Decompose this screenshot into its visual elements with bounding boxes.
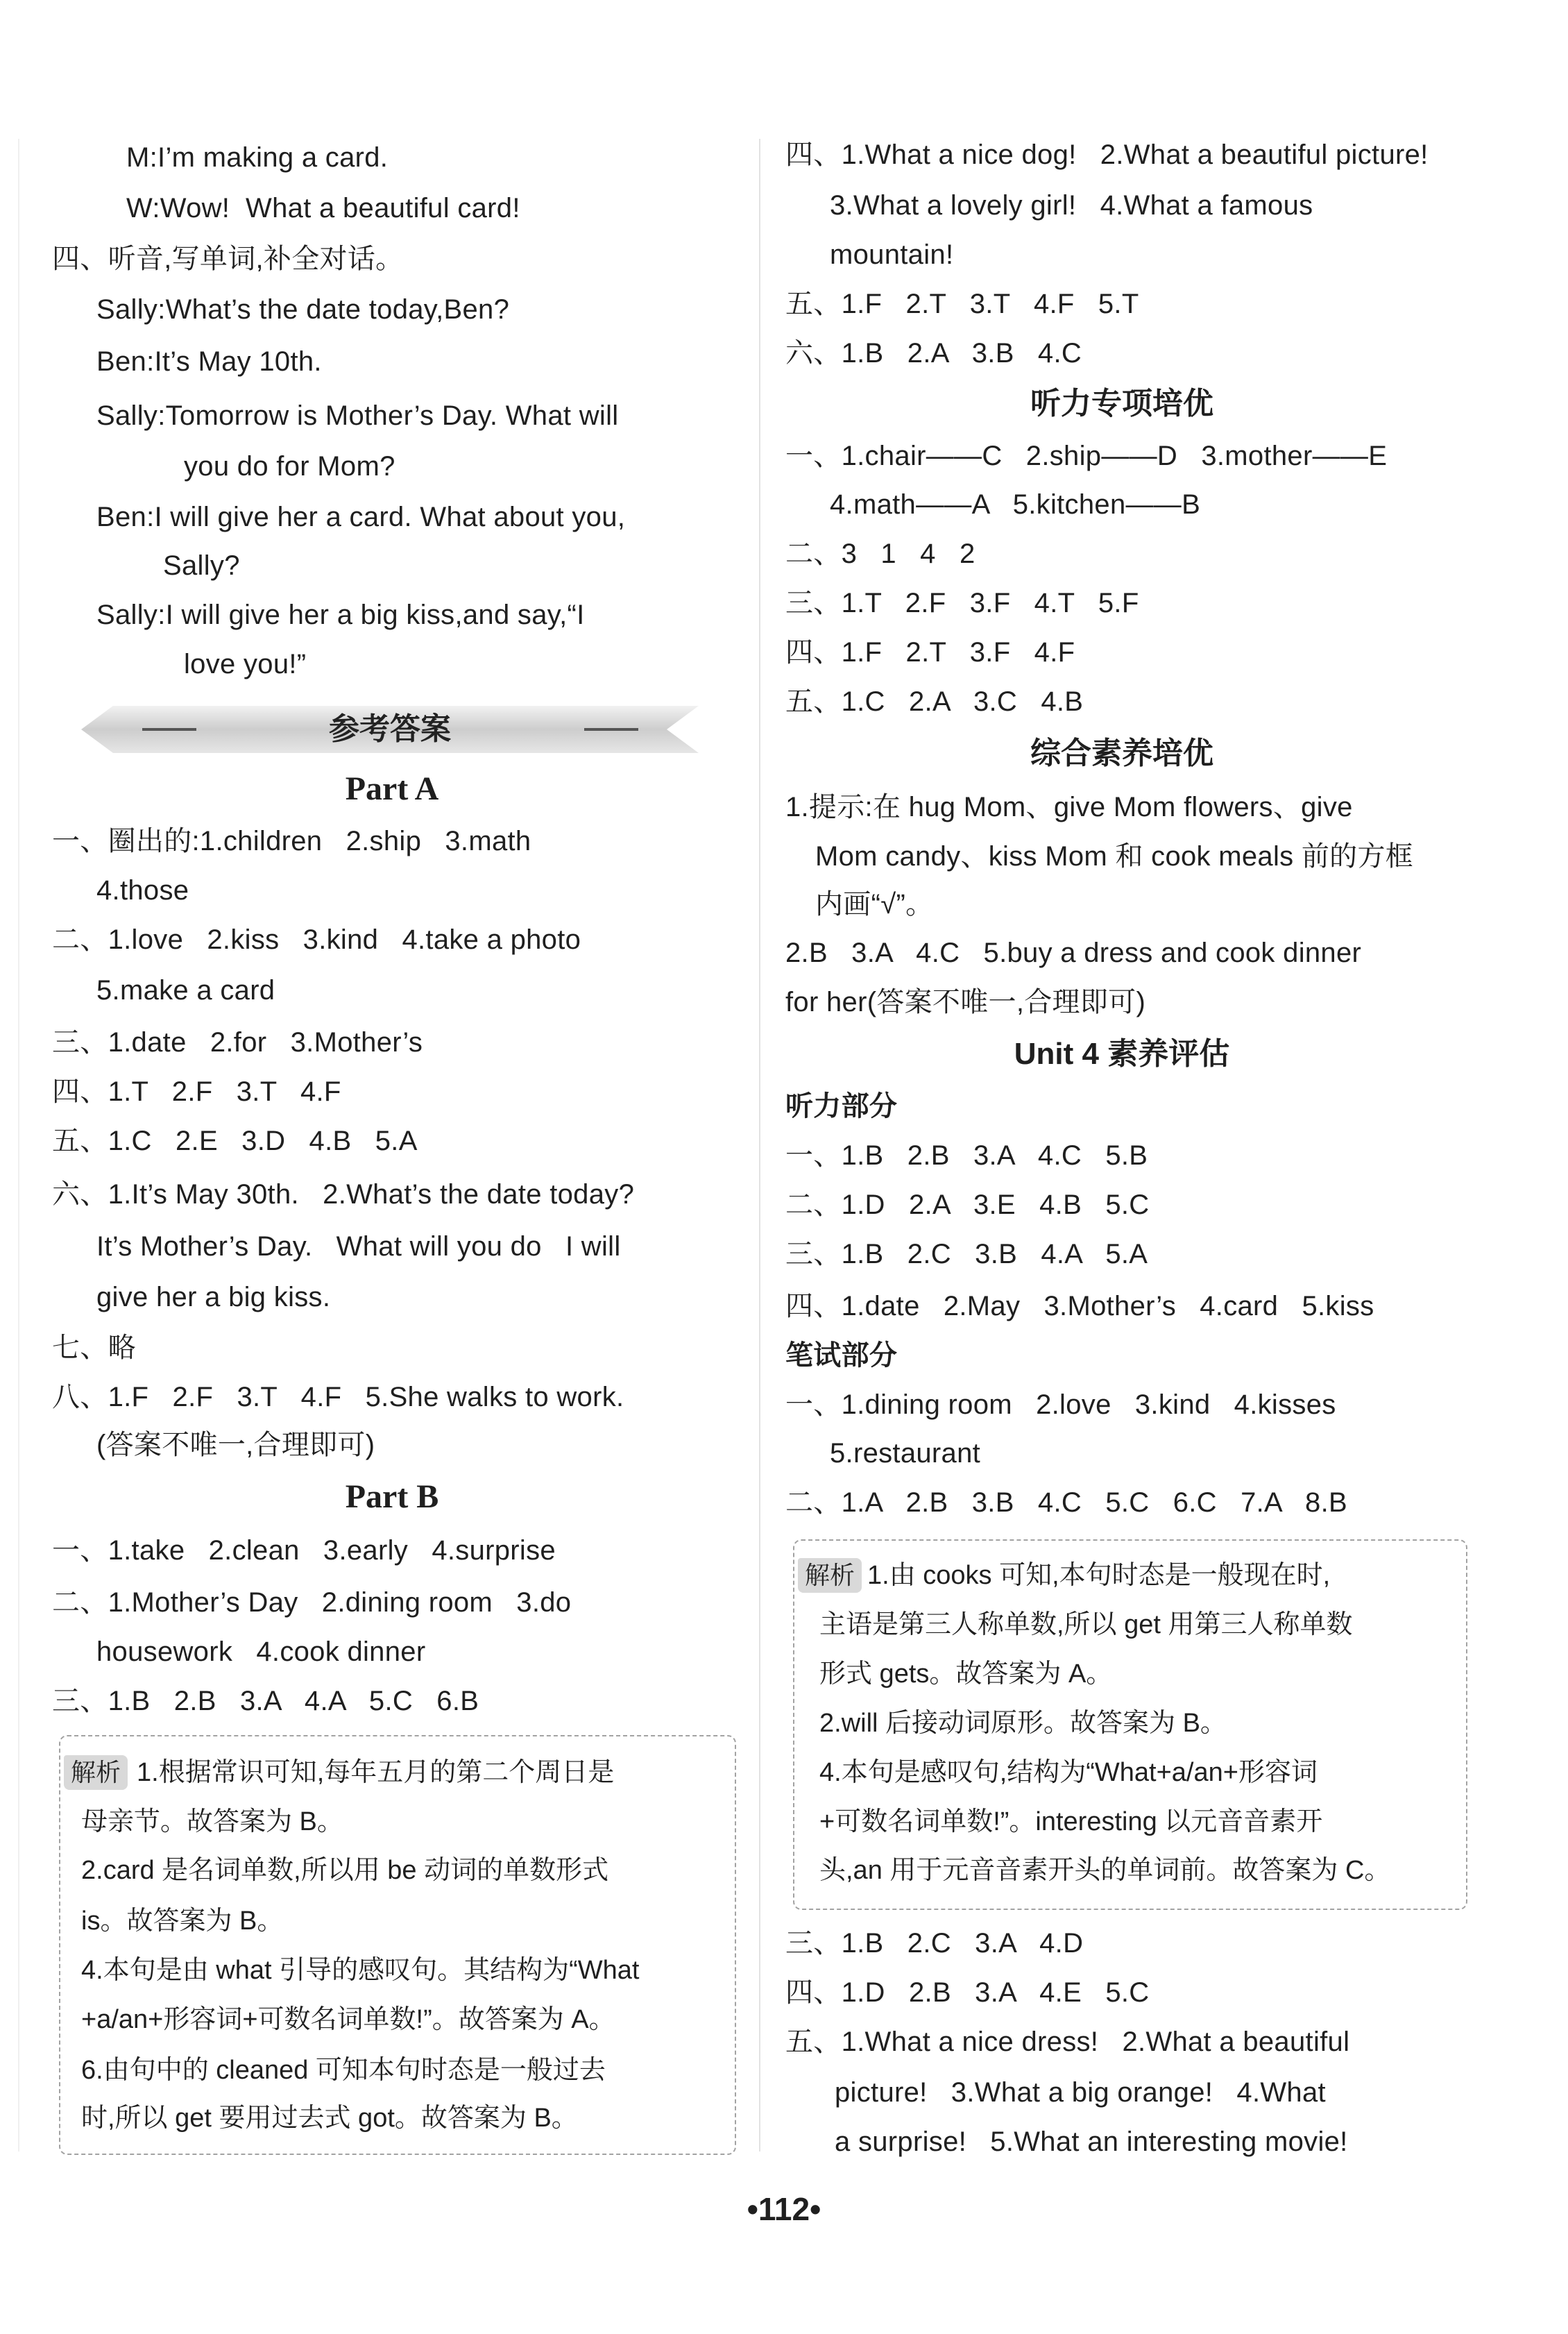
comprehensive-title: 综合素养培优	[1030, 736, 1213, 770]
answer-line: 二、1.love 2.kiss 3.kind 4.take a photo	[52, 924, 581, 955]
part-a-title: Part A	[345, 770, 439, 807]
answer-line: 5.restaurant	[830, 1438, 981, 1469]
analysis-line: 时,所以 get 要用过去式 got。故答案为 B。	[81, 2104, 578, 2133]
analysis-line: +a/an+形容词+可数名词单数!”。故答案为 A。	[81, 2005, 615, 2034]
dialogue-line: love you!”	[184, 649, 307, 679]
answer-line: 四、1.T 2.F 3.T 4.F	[52, 1076, 341, 1107]
answer-line: 三、1.B 2.B 3.A 4.A 5.C 6.B	[52, 1686, 479, 1716]
answer-line: Mom candy、kiss Mom 和 cook meals 前的方框	[815, 841, 1414, 872]
answer-line: 2.B 3.A 4.C 5.buy a dress and cook dinner	[785, 938, 1362, 968]
analysis-line: 2.will 后接动词原形。故答案为 B。	[819, 1709, 1227, 1738]
page-number: •112•	[747, 2191, 821, 2227]
answer-line: 三、1.date 2.for 3.Mother’s	[52, 1027, 423, 1058]
answer-line: 三、1.B 2.C 3.B 4.A 5.A	[785, 1239, 1148, 1269]
answer-line: 五、1.What a nice dress! 2.What a beautiful	[785, 2027, 1350, 2057]
written-section-label: 笔试部分	[785, 1340, 898, 1371]
analysis-box	[59, 1735, 736, 2155]
answer-line: 七、略	[52, 1333, 136, 1363]
answer-line: 四、1.D 2.B 3.A 4.E 5.C	[785, 1977, 1150, 2008]
analysis-line: +可数名词单数!”。interesting 以元音音素开	[819, 1807, 1323, 1836]
answer-line: 内画“√”。	[815, 889, 934, 920]
answer-line: 八、1.F 2.F 3.T 4.F 5.She walks to work.	[52, 1382, 624, 1412]
answer-line: It’s Mother’s Day. What will you do I will	[96, 1231, 621, 1262]
answer-line: 三、1.T 2.F 3.F 4.T 5.F	[785, 588, 1139, 618]
answer-line: 四、1.What a nice dog! 2.What a beautiful picture!	[785, 139, 1429, 170]
analysis-line: 2.card 是名词单数,所以用 be 动词的单数形式	[81, 1856, 609, 1885]
answer-line: housework 4.cook dinner	[96, 1637, 426, 1667]
analysis-line: 6.由句中的 cleaned 可知本句时态是一般过去	[81, 2056, 606, 2085]
dialogue-line: Ben:I will give her a card. What about you,	[96, 502, 626, 532]
answer-line: 四、1.F 2.T 3.F 4.F	[785, 637, 1075, 668]
dialogue-line: Ben:It’s May 10th.	[96, 346, 322, 377]
dialogue-line: you do for Mom?	[184, 451, 395, 482]
answer-line: 二、1.A 2.B 3.B 4.C 5.C 6.C 7.A 8.B	[785, 1487, 1347, 1518]
answer-line: 3.What a lovely girl! 4.What a famous	[830, 190, 1313, 221]
answer-line: 四、1.date 2.May 3.Mother’s 4.card 5.kiss	[785, 1291, 1374, 1321]
analysis-line: 主语是第三人称单数,所以 get 用第三人称单数	[819, 1610, 1353, 1639]
part-b-title: Part B	[345, 1478, 439, 1515]
answer-line: 五、1.F 2.T 3.T 4.F 5.T	[785, 289, 1139, 319]
analysis-line: 1.根据常识可知,每年五月的第二个周日是	[137, 1758, 615, 1787]
answer-line: 一、1.dining room 2.love 3.kind 4.kisses	[785, 1389, 1336, 1420]
task-title: 四、听音,写单词,补全对话。	[52, 244, 404, 274]
answer-line: 一、圈出的:1.children 2.ship 3.math	[52, 826, 531, 856]
answer-line: 五、1.C 2.E 3.D 4.B 5.A	[52, 1126, 418, 1156]
analysis-line: 母亲节。故答案为 B。	[81, 1807, 343, 1836]
analysis-tag: 解析	[798, 1558, 862, 1593]
column-divider	[759, 139, 760, 2151]
answer-banner-title: 参考答案	[329, 712, 451, 746]
answer-line: give her a big kiss.	[96, 1282, 331, 1312]
analysis-line: 形式 gets。故答案为 A。	[819, 1659, 1113, 1689]
answer-line: 一、1.B 2.B 3.A 4.C 5.B	[785, 1140, 1148, 1171]
answer-line: picture! 3.What a big orange! 4.What	[835, 2077, 1326, 2108]
answer-line: 二、1.Mother’s Day 2.dining room 3.do	[52, 1587, 572, 1618]
analysis-line: 4.本句是感叹句,结构为“What+a/an+形容词	[819, 1758, 1318, 1787]
answer-line: 六、1.It’s May 30th. 2.What’s the date today?	[52, 1179, 635, 1210]
answer-line: 5.make a card	[96, 975, 275, 1006]
dialogue-line: W:Wow! What a beautiful card!	[126, 193, 520, 223]
analysis-line: 1.由 cooks 可知,本句时态是一般现在时,	[867, 1561, 1331, 1590]
analysis-tag: 解析	[64, 1755, 128, 1790]
dialogue-line: M:I’m making a card.	[126, 142, 389, 173]
listening-section-label: 听力部分	[785, 1091, 898, 1122]
answer-line: for her(答案不唯一,合理即可)	[785, 987, 1146, 1017]
left-margin-rule	[18, 139, 19, 2151]
answer-line: 二、3 1 4 2	[785, 539, 975, 569]
listening-special-title: 听力专项培优	[1030, 387, 1213, 421]
answer-line: 一、1.chair——C 2.ship——D 3.mother——E	[785, 441, 1388, 471]
answer-line: 六、1.B 2.A 3.B 4.C	[785, 338, 1082, 369]
analysis-line: 4.本句是由 what 引导的感叹句。其结构为“What	[81, 1956, 640, 1985]
dialogue-line: Sally:Tomorrow is Mother’s Day. What will	[96, 400, 619, 431]
dialogue-line: Sally?	[163, 550, 240, 581]
answer-line: a surprise! 5.What an interesting movie!	[835, 2126, 1348, 2157]
dialogue-line: Sally:What’s the date today,Ben?	[96, 294, 510, 325]
answer-line: 五、1.C 2.A 3.C 4.B	[785, 686, 1084, 717]
answer-line: 4.math——A 5.kitchen——B	[830, 489, 1201, 520]
answer-line: 4.those	[96, 875, 189, 906]
answer-line: mountain!	[830, 239, 954, 270]
dialogue-line: Sally:I will give her a big kiss,and say,“I	[96, 600, 585, 630]
answer-line: (答案不唯一,合理即可)	[96, 1430, 375, 1460]
answer-line: 一、1.take 2.clean 3.early 4.surprise	[52, 1535, 556, 1566]
unit4-eval-title: Unit 4 素养评估	[1014, 1037, 1230, 1071]
analysis-line: is。故答案为 B。	[81, 1906, 284, 1936]
answer-line: 二、1.D 2.A 3.E 4.B 5.C	[785, 1190, 1150, 1220]
answer-line: 三、1.B 2.C 3.A 4.D	[785, 1928, 1084, 1959]
answer-line: 1.提示:在 hug Mom、give Mom flowers、give	[785, 792, 1353, 822]
analysis-line: 头,an 用于元音音素开头的单词前。故答案为 C。	[819, 1856, 1391, 1885]
